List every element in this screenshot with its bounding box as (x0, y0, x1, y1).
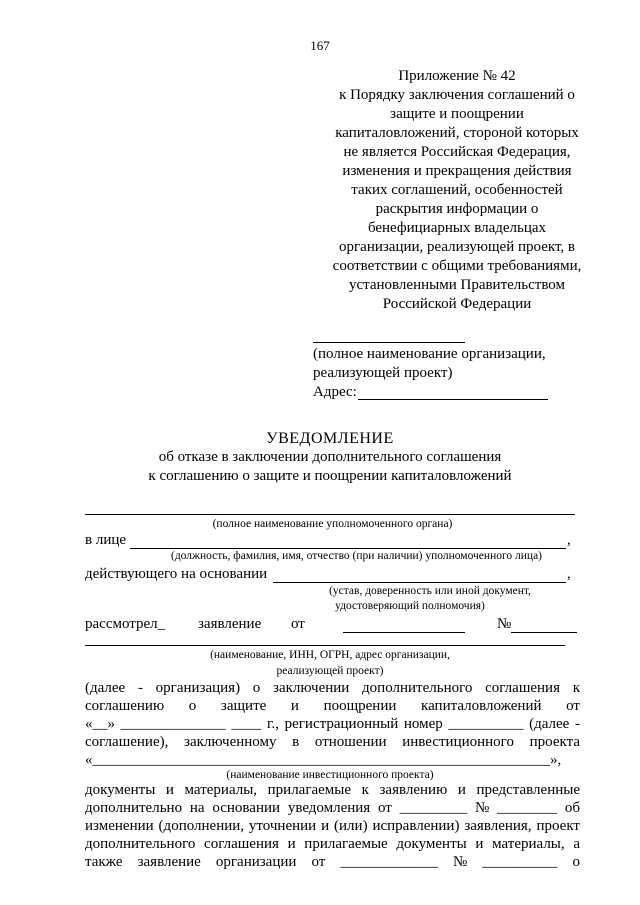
para1-line: «_____________________________________________________________», (85, 752, 562, 768)
appendix-line: изменения и прекращения действия (342, 163, 572, 179)
appendix-line: организации, реализующей проект, в (339, 239, 575, 255)
caption-org-2: реализующей проект) (276, 665, 384, 677)
basis-line (273, 582, 566, 583)
para1-line: «__» ______________ ____ г., регистрационный номер __________ (далее - (85, 716, 580, 732)
recipient-caption-1: (полное наименование организации, (313, 346, 546, 362)
para1-line: (далее - организация) о заключении дополнительного соглашения к (85, 680, 580, 696)
recipient-caption-2: реализующей проект) (313, 365, 453, 381)
appendix-heading (330, 67, 584, 314)
appendix-line: к Порядку заключения соглашений о (339, 87, 575, 103)
appendix-line: не является Российская Федерация, (343, 144, 571, 160)
person-comma: , (567, 532, 571, 548)
para1-line: соглашение), заключенному в отношении инвестиционного проекта (85, 734, 580, 750)
notice-subtitle-2: к соглашению о защите и поощрении капиталовложений (148, 468, 512, 484)
recipient-name-line (313, 342, 465, 343)
caption-org-1: (наименование, ИНН, ОГРН, адрес организации, (210, 649, 450, 661)
person-line (130, 548, 566, 549)
notice-title: УВЕДОМЛЕНИЕ (266, 430, 394, 447)
in-person-label: в лице (85, 532, 127, 548)
number-sign: № (497, 616, 512, 632)
caption-basis-1: (устав, доверенность или иной документ, (329, 585, 531, 597)
para2-line: дополнительного соглашения и прилагаемые документы и материалы, а (85, 836, 580, 852)
appendix-line: установленными Правительством (348, 277, 566, 293)
appendix-line: таких соглашений, особенностей (351, 182, 563, 198)
number-line (511, 632, 577, 633)
acting-label: действующего на основании (85, 566, 268, 582)
page-number: 167 (310, 38, 330, 53)
appendix-line: бенефициарных владельцах (367, 220, 547, 236)
para2-line: дополнительно на основании уведомления от _________ № ________ об (85, 800, 580, 816)
appendix-line: Приложение № 42 (398, 68, 516, 84)
caption-person: (должность, фамилия, имя, отчество (при наличии) уполномоченного лица) (170, 550, 543, 562)
notice-subtitle-1: об отказе в заключении дополнительного соглашения (158, 449, 502, 465)
reviewed-word: рассмотрел_ (85, 616, 166, 632)
caption-basis-2: удостоверяющий полномочия) (335, 600, 485, 612)
statement-word: заявление (198, 616, 262, 632)
appendix-line: соответствии с общими требованиями, (332, 258, 582, 274)
para2-line: документы и материалы, прилагаемые к заявлению и представленные (85, 782, 580, 798)
from-word: от (291, 616, 305, 632)
date-line (343, 632, 465, 633)
appendix-line: Российской Федерации (382, 296, 532, 312)
appendix-line: защите и поощрении (390, 106, 524, 122)
authority-name-line (85, 514, 575, 515)
org-details-line (85, 645, 565, 646)
caption-authority: (полное наименование уполномоченного органа) (212, 518, 453, 530)
para1-line: соглашению о защите и поощрении капиталовложений от (85, 698, 580, 714)
caption-project: (наименование инвестиционного проекта) (226, 769, 434, 781)
basis-comma: , (567, 566, 571, 582)
address-label: Адрес: (313, 384, 357, 400)
para2-line: также заявление организации от _____________ № __________ о (85, 854, 580, 870)
address-line (358, 399, 548, 400)
appendix-line: раскрытия информации о (375, 201, 539, 217)
appendix-line: капиталовложений, стороной которых (335, 125, 579, 141)
para2-line: изменении (дополнении, уточнении и (или) исправлении) заявления, проект (85, 818, 580, 834)
